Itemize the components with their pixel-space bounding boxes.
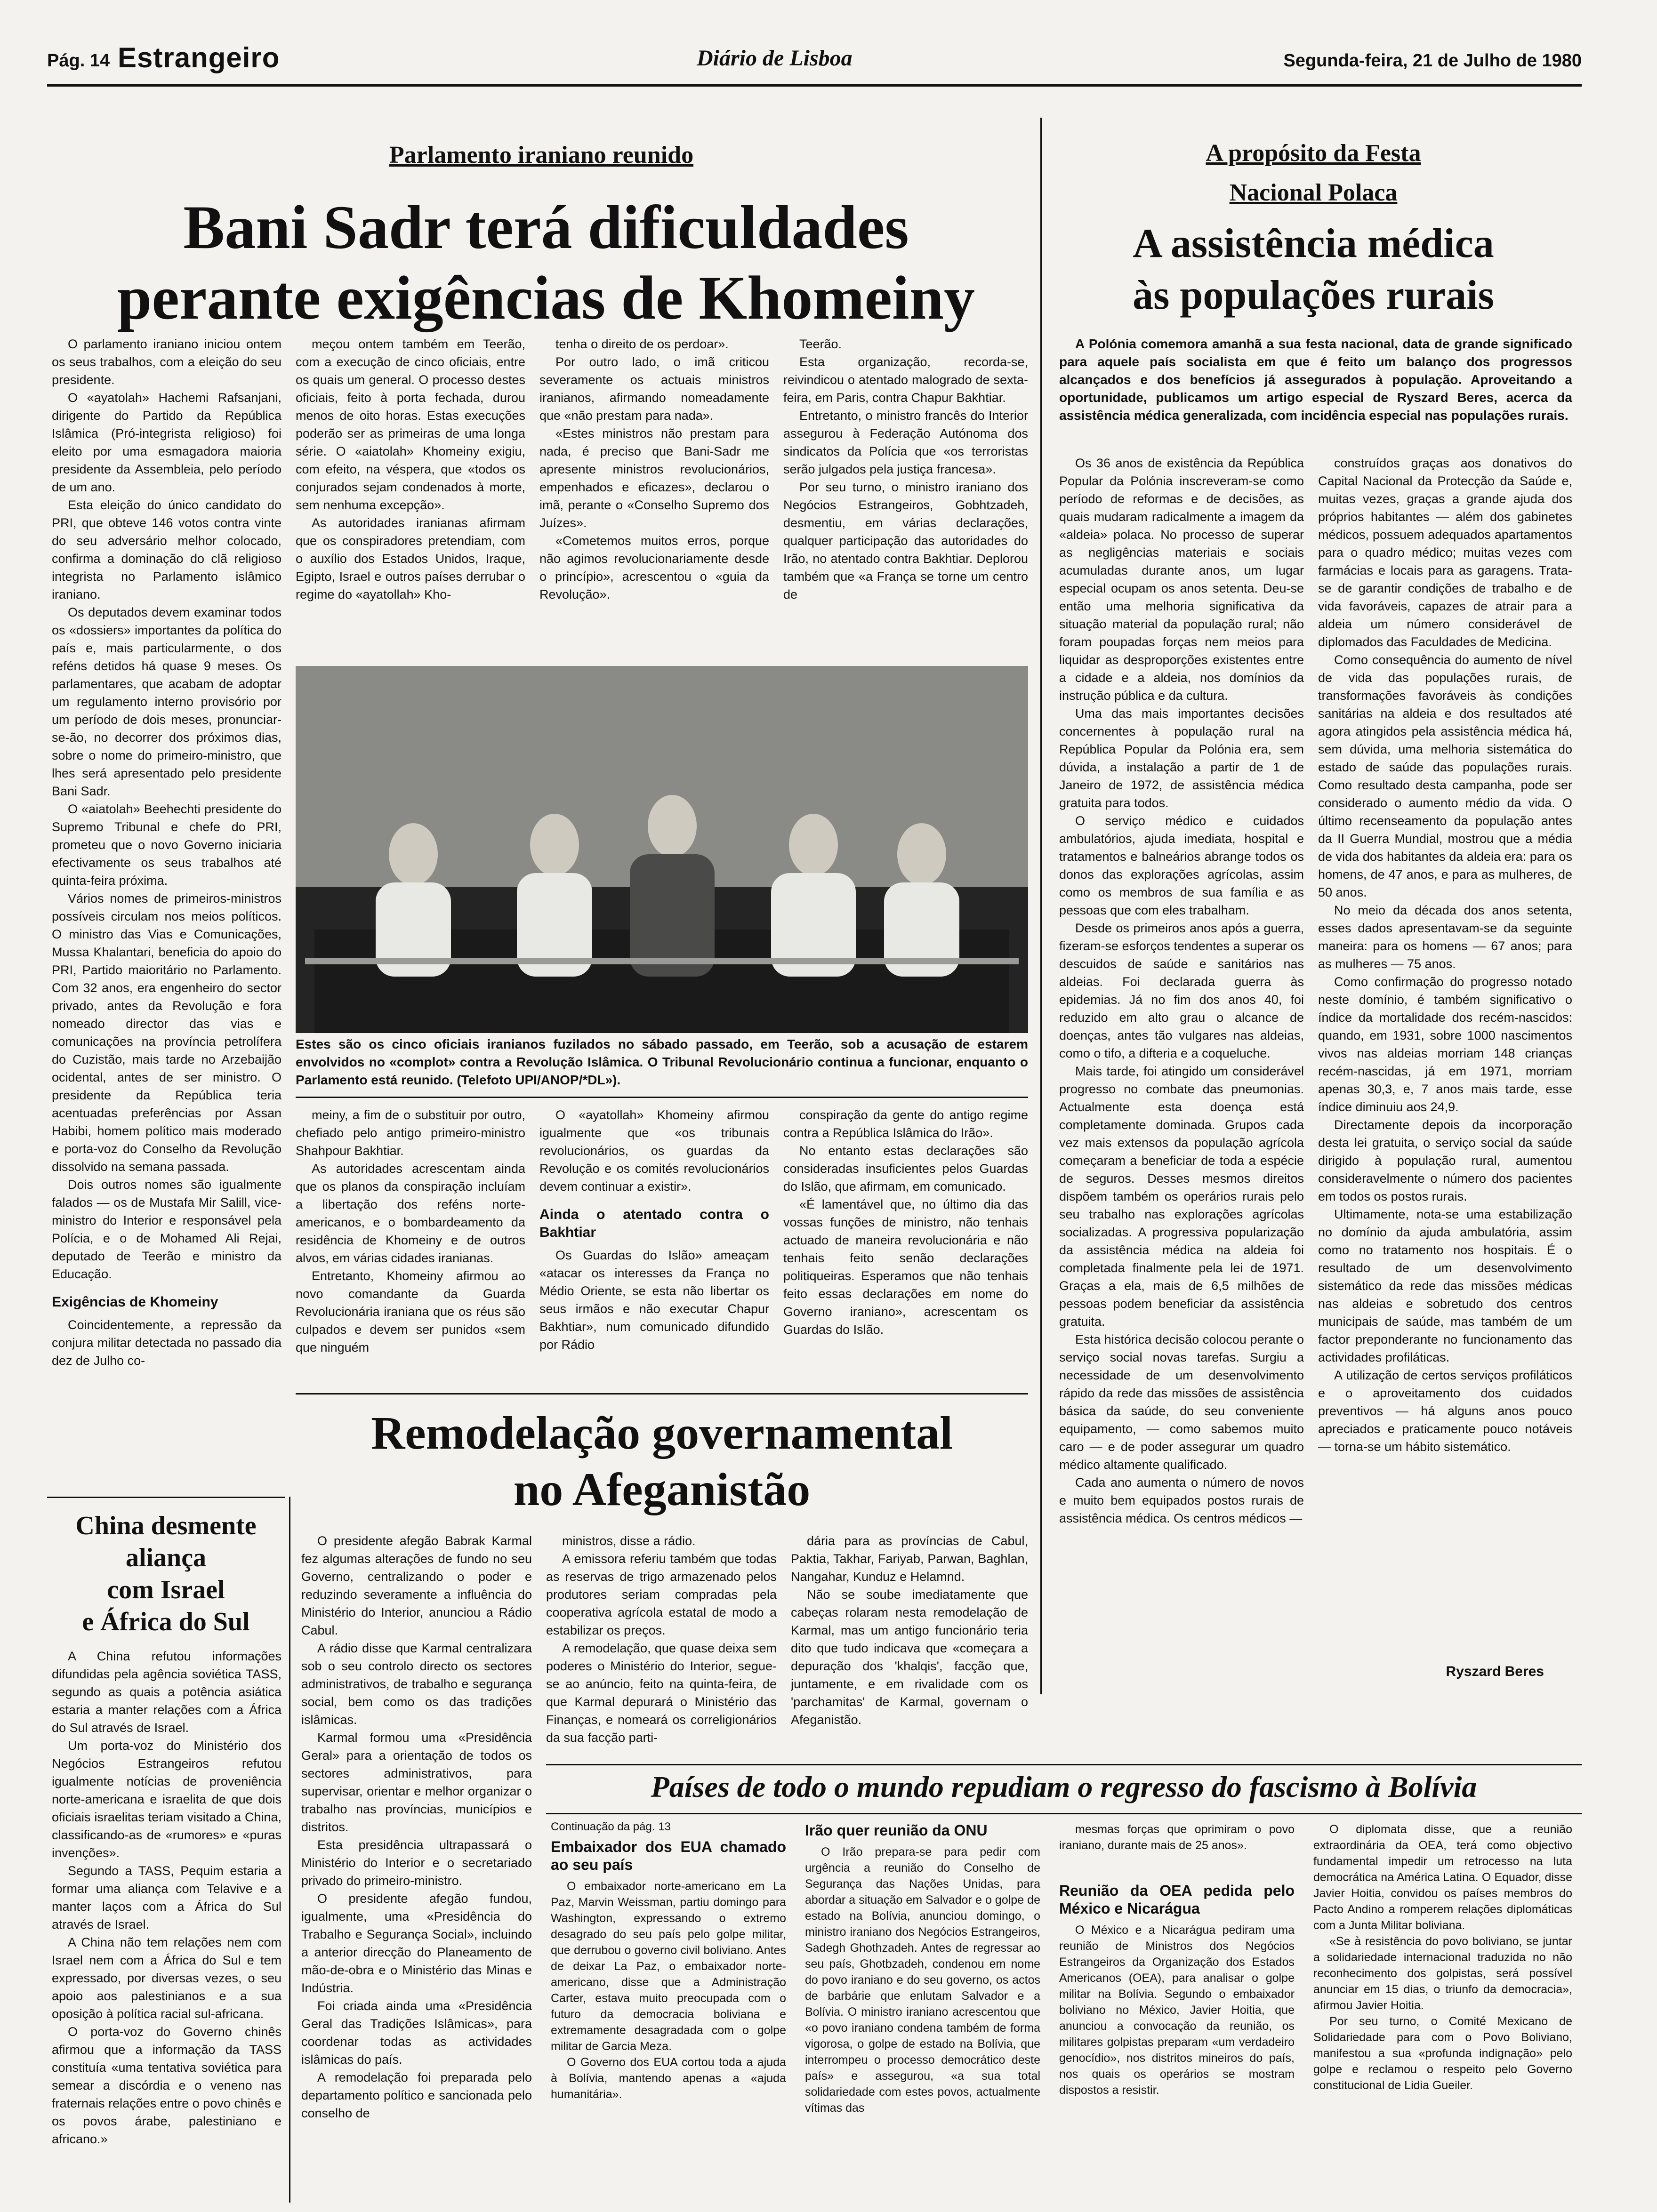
paragraph: Vários nomes de primeiros-ministros possíveis circulam nos meios políticos. O ministro das Vias e Comunicações, Mussa Khalantari, beneficia do apoio do PRI, Partido maioritário no Parlamento. Com 32 anos, era engenheiro do sector privado, antes da Revolução e fora nomeado director das vias e comunicações na província petrolífera do Cuzistão, mais tarde no Arzebaijão ocidental, antes de ser ministro. O presidente da República teria acentuadas preferências por Assan Habibi, homem político mais moderado e porta-voz do Conselho da Revolução dissolvido na semana passada. — [52, 891, 282, 1174]
paragraph: O «ayatollah» Khomeiny afirmou igualmente que «os tribunais revolucionários, os guardas da Revolução e os comités revolucionários devem continuar a existir». — [539, 1108, 769, 1194]
paragraph: «Se à resistência do povo boliviano, se juntar a solidariedade internacional traduzida no não reconhecimento dos golpistas, será possível anunciar em 15 dias, o triunfo da democracia», afirmou Javier Hoitia. — [1313, 1935, 1572, 2012]
news-photo-five-officers — [296, 666, 1028, 1033]
paragraph: O México e a Nicarágua pediram uma reunião de Ministros dos Negócios Estrangeiros da Organização dos Estados Americanos (OEA), para analisar o golpe militar na Bolívia. Segundo o embaixador boliviano no México, Javier Hoitia, que anunciou a convocação da reunião, os militares golpistas preparam «um verdadeiro genocídio», nos distritos mineiros do país, nos quais os operários se mostram dispostos a resistir. — [1059, 1923, 1295, 2097]
paragraph: Esta histórica decisão colocou perante o serviço social novas tarefas. Surgiu a necessidade de um desenvolvimento rápido da rede das missões de assistência básica da saúde, do seu conveniente equipamento, — como sabemos muito caro — e de poder assegurar um quadro médico altamente qualificado. — [1059, 1332, 1304, 1472]
paragraph: Directamente depois da incorporação desta lei gratuita, o serviço social da saúde dirigido à população rural, aumentou consideravelmente o número dos pacientes em todos os postos rurais. — [1318, 1118, 1572, 1203]
paragraph: As autoridades iranianas afirmam que os conspiradores pretendiam, com o auxílio dos Estados Unidos, Iraque, Egipto, Israel e outros países derrubar o regime do «ayatollah» Kho- — [296, 516, 525, 601]
poland-column-1 — [1059, 454, 1304, 1685]
china-headline-line1: China desmente — [75, 1511, 257, 1540]
paragraph: A remodelação foi preparada pelo departamento político e sancionada pelo conselho de — [301, 2070, 532, 2120]
paragraph: conspiração da gente do antigo regime contra a República Islâmica do Irão». — [783, 1108, 1028, 1140]
paragraph: A rádio disse que Karmal centralizara sob o seu controlo directo os sectores administrativos, de trabalho e segurança social, bem como os das tradições islâmicas. — [301, 1641, 532, 1727]
paragraph: Uma das mais importantes decisões concernentes à população rural na República Popular da Polónia era, sem dúvida, a instalação a partir de 1 de Janeiro de 1972, de assistência médica gratuita para todos. — [1059, 706, 1304, 810]
paragraph: Entretanto, Khomeiny afirmou ao novo comandante da Guarda Revolucionária iraniana que os réus são culpados e devem ser punidos «sem que ninguém — [296, 1269, 525, 1354]
iran-subheading-exigencias: Exigências de Khomeiny — [52, 1294, 218, 1310]
paragraph: Segundo a TASS, Pequim estaria a formar uma aliança com Telavive e a manter laços com a África do Sul através de Israel. — [52, 1864, 282, 1931]
bolivia-subheading-irao: Irão quer reunião da ONU — [805, 1822, 988, 1839]
paragraph: A emissora referiu também que todas as reservas de trigo armazenado pelos produtores seriam compradas pela cooperativa agrícola estatal de modo a estabilizar os preços. — [546, 1552, 777, 1637]
photo-caption: Estes são os cinco oficiais iranianos fuzilados no sábado passado, em Teerão, sob a acusação de estarem envolvidos no «complot» contra a Revolução Islâmica. O Tribunal Revolucionário continua a funcionar, enquanto o Parlamento está reunido. (Telefoto UPI/ANOP/*DL»). — [296, 1037, 1028, 1087]
paragraph: Os deputados devem examinar todos os «dossiers» importantes da política do país e, mais particularmente, o dos reféns detidos há quase 9 meses. Os parlamentares, que acabam de adoptar um regulamento interno provisório por um período de dois meses, pronunciar-se-ão, no decorrer dos próximos dias, sobre o nome do primeiro-ministro, que lhes será apresentado pelo presidente Bani Sadr. — [52, 605, 282, 798]
paragraph: dária para as províncias de Cabul, Paktia, Takhar, Fariyab, Parwan, Baghlan, Nangahar, Kunduz e Helamnd. — [791, 1534, 1028, 1584]
paragraph: Esta presidência ultrapassará o Ministério do Interior e o secretariado privado do primeiro-ministro. — [301, 1838, 532, 1888]
paragraph: ministros, disse a rádio. — [562, 1534, 696, 1548]
paragraph: Não se soube imediatamente que cabeças rolaram nesta remodelação de Karmal, mas um antigo funcionário teria dito que tudo indicava que «começara a depuração dos 'khalqis', facção que, juntamente, e em rivalidade com os 'parchamitas' de Karmal, governam o Afeganistão. — [791, 1587, 1028, 1727]
poland-lead: A Polónia comemora amanhã a sua festa nacional, data de grande significado para aquele país socialista em que é feito um balanço dos progressos alcançados e dos benefícios já assegurados à população. Aproveitando a oportunidade, publicamos um artigo especial de Ryszard Beres, acerca da assistência médica generalizada, com incidência especial nas populações rurais. — [1059, 337, 1572, 423]
paragraph: Os Guardas do Islão» ameaçam «atacar os interesses da França no Médio Oriente, se esta não libertar os seus irmãos e não executar Chapur Bakhtiar», num comunicado difundido por Rádio — [539, 1248, 769, 1352]
issue-date: Segunda-feira, 21 de Julho de 1980 — [1283, 51, 1582, 71]
iran-column-2b — [296, 1106, 525, 1388]
paragraph: A China não tem relações nem com Israel nem com a África do Sul e tem expressado, por diversas vezes, o seu apoio aos palestinianos e a sua oposição à política racial sul-africana. — [52, 1935, 282, 2021]
masthead-rule — [47, 84, 1582, 87]
paragraph: construídos graças aos donativos do Capital Nacional da Protecção da Saúde e, muitas vezes, graças a grande ajuda dos próprios habitantes — além dos gabinetes médicos, possuem adequados apartamentos para o quadro médico; muitas vezes com farmácias e locais para as garagens. Trata-se de garantir condições de trabalho e de vida favoráveis, capazes de atrair para a aldeia um número considerável de diplomados das Faculdades de Medicina. — [1318, 456, 1572, 649]
iran-column-4 — [783, 335, 1028, 655]
vertical-rule-left — [289, 1497, 290, 2203]
afghan-headline-line2: no Afeganistão — [513, 1463, 811, 1515]
iran-kicker: Parlamento iraniano reunido — [389, 142, 694, 168]
bolivia-continuation: Continuação da pág. 13 — [551, 1820, 671, 1833]
china-headline-line3: com Israel — [107, 1575, 225, 1604]
paragraph: No entanto estas declarações são consideradas insuficientes pelos Guardas do Islão, que afirmam, em comunicado. — [783, 1144, 1028, 1194]
paragraph: A China refutou informações difundidas pela agência soviética TASS, segundo as quais a potência asiática estaria a manter relações com a África do Sul através de Israel. — [52, 1649, 282, 1735]
paragraph: Como confirmação do progresso notado neste domínio, é também significativo o índice da mortalidade dos recém-nascidos: quando, em 1931, sobre 1000 nascimentos vivos nas aldeias morriam 148 crianças recém-nascidas, já em 1971, morriam apenas 30,3, e, 7 anos mais tarde, esse índice diminuiu aos 24,9. — [1318, 975, 1572, 1114]
poland-byline: Ryszard Beres — [1446, 1664, 1544, 1679]
paragraph: mesmas forças que oprimiram o povo iraniano, durante mais de 25 anos». — [1059, 1823, 1295, 1852]
paragraph: Karmal formou uma «Presidência Geral» para a orientação de todos os sectores administrativos, para supervisar, orientar e melhor organizar o trabalho nas províncias, municípios e distritos. — [301, 1731, 532, 1834]
poland-headline-line1: A assistência médica — [1133, 221, 1494, 266]
paragraph: «Estes ministros não prestam para nada, é preciso que Bani-Sadr me apresente ministros revolucionários, empenhados e eficazes», declarou o imã, perante o «Conselho Supremo dos Juízes». — [539, 426, 769, 530]
bolivia-headline: Países de todo o mundo repudiam o regresso do fascismo à Bolívia — [651, 1770, 1477, 1803]
china-top-rule — [47, 1497, 285, 1498]
paragraph: No meio da década dos anos setenta, esses dados apresentavam-se da seguinte maneira: para os homens — 67 anos; para as mulheres — 75 anos. — [1318, 903, 1572, 971]
bolivia-column-3 — [1059, 1821, 1295, 2205]
bolivia-top-rule — [546, 1764, 1582, 1765]
poland-column-2 — [1318, 454, 1572, 1659]
paragraph: Esta organização, recorda-se, reivindicou o atentado malogrado de sexta-feira, em Paris, contra Chapur Bakhtiar. — [783, 355, 1028, 405]
bolivia-subheading-embaixador: Embaixador dos EUA chamado ao seu país — [551, 1838, 786, 1873]
afghan-column-2 — [546, 1532, 777, 1758]
iran-headline-line1: Bani Sadr terá dificuldades — [183, 192, 909, 262]
iran-column-1 — [52, 335, 282, 1480]
poland-headline-line2: às populações rurais — [1133, 272, 1494, 318]
paragraph: Entretanto, o ministro francês do Interior assegurou à Federação Autónoma dos sindicatos da Polícia que «os terroristas serão julgados pela justiça francesa». — [783, 409, 1028, 476]
paragraph: O diplomata disse, que a reunião extraordinária da OEA, terá como objectivo fundamental impedir um retrocesso na luta democrática na América Latina. O Equador, disse Javier Hoitia, convidou os países membros do Pacto Andino a romperem relações diplomáticas com a Junta Militar boliviana. — [1313, 1823, 1572, 1932]
paragraph: Por seu turno, o ministro iraniano dos Negócios Estrangeiros, Gobhtzadeh, desmentiu, em várias declarações, qualquer participação das autoridades do Irão, no atentado contra Bakhtiar. Deplorou também que «a França se torne um centro de — [783, 480, 1028, 601]
paragraph: meçou ontem também em Teerão, com a execução de cinco oficiais, entre os quais um general. O processo destes oficiais, feito à porta fechada, durou menos de oito horas. Estas execuções poderão ser as primeiras de uma longa série. O «aiatolah» Khomeiny exigiu, com efeito, na véspera, que «todos os conjurados sejam condenados à morte, sem nenhuma excepção». — [296, 337, 525, 512]
poland-kicker-line1: A propósito da Festa — [1206, 140, 1421, 167]
paragraph: O presidente afegão Babrak Karmal fez algumas alterações de fundo no seu Governo, centralizando o poder e reduzindo severamente a influência do Ministério do Interior, anunciou a Rádio Cabul. — [301, 1534, 532, 1637]
iran-column-2 — [296, 335, 525, 655]
afghan-headline-line1: Remodelação governamental — [371, 1407, 953, 1459]
china-headline-line4: e África do Sul — [82, 1607, 250, 1636]
paragraph: A remodelação, que quase deixa sem poderes o Ministério do Interior, segue-se ao anúncio, feito na quinta-feira, de que Karmal depurará o Ministério das Finanças, e nomeará os correligionários da sua facção parti- — [546, 1641, 777, 1745]
caption-rule — [296, 1097, 1028, 1098]
paragraph: Foi criada ainda uma «Presidência Geral das Tradições Islâmicas», para coordenar todas as actividades islâmicas do país. — [301, 1999, 532, 2067]
newspaper-name: Diário de Lisboa — [697, 46, 853, 71]
afghan-top-rule — [296, 1393, 1028, 1395]
bolivia-column-2 — [805, 1821, 1040, 2205]
paragraph: O Irão prepara-se para pedir com urgência a reunião do Conselho de Segurança das Nações Unidas, para abordar a situação em Salvador e o golpe de estado na Bolívia, anunciou domingo, o ministro iraniano dos Negócios Estrangeiros, Sadegh Ghothzadeh. Antes de regressar ao seu país, Ghotbzadeh, condenou em nome do povo iraniano e do seu governo, os actos de barbárie que enlutam Salvador e a Bolívia. O ministro iraniano acrescentou que «o povo iraniano condena também de forma vigorosa, o golpe de estado na Bolívia, que interrompeu o processo democrático deste país» e assegurou, «a sua total solidariedade com estes povos, actualmente vítimas das — [805, 1845, 1040, 2115]
paragraph: «Cometemos muitos erros, porque não agimos revolucionariamente desde o princípio», acrescentou o «guia da Revolução». — [539, 534, 769, 601]
afghan-column-1 — [301, 1532, 532, 2203]
paragraph: O embaixador norte-americano em La Paz, Marvin Weissman, partiu domingo para Washington, expressando o extremo desagrado do seu país pelo golpe militar, que derrubou o governo civil boliviano. Antes de deixar La Paz, o embaixador norte-americano, disse que a Administração Carter, estava muito preocupada com o futuro da democracia boliviana e extremamente desagradada com o golpe militar de Garcia Meza. — [551, 1880, 786, 2053]
paragraph: Os 36 anos de existência da República Popular da Polónia inscreveram-se como período de reformas e de decisões, as quais mudaram radicalmente a imagem da «aldeia» polaca. No processo de superar as negligências materiais e sociais acumuladas durante anos, um lugar especial ocupam os anos setenta. Deu-se então uma melhoria significativa da situação material da população rural; não foram poupadas forças nem meios para liquidar as desproporções existentes entre a cidade e a aldeia, nos domínios da instrução pública e da cultura. — [1059, 456, 1304, 703]
paragraph: Por outro lado, o imã criticou severamente os actuais ministros iranianos, afirmando nomeadamente que «não prestam para nada». — [539, 355, 769, 423]
china-column — [52, 1647, 282, 2203]
bolivia-subheading-oea: Reunião da OEA pedida pelo México e Nicarágua — [1059, 1882, 1295, 1917]
vertical-rule-main — [1040, 118, 1042, 1694]
paragraph: A utilização de certos serviços profiláticos e o aproveitamento dos cuidados preventivos — há alguns anos pouco apreciados e praticamente pouco notáveis — torna-se um hábito sistemático. — [1318, 1368, 1572, 1454]
paragraph: Cada ano aumenta o número de novos e muito bem equipados postos rurais de assistência médica. Os centros médicos — — [1059, 1475, 1304, 1525]
paragraph: O porta-voz do Governo chinês afirmou que a informação da TASS constituía «uma tentativa soviética para semear a discórdia e o veneno nas fraternais relações entre o povo chinês e os povos árabe, palestiniano e africano.» — [52, 2025, 282, 2146]
section-name: Estrangeiro — [118, 42, 280, 73]
afghan-column-3 — [791, 1532, 1028, 1758]
paragraph: Um porta-voz do Ministério dos Negócios Estrangeiros refutou igualmente notícias de proveniência norte-americana e israelita de que dois oficiais israelitas teriam visitado a China, classificando-as de «rumores» e «puras invenções». — [52, 1739, 282, 1860]
paragraph: Por seu turno, o Comité Mexicano de Solidariedade para com o Povo Boliviano, manifestou a sua «profunda indignação» pelo golpe e reclamou o respeito pelo Governo constitucional de Lidia Gueiler. — [1313, 2015, 1572, 2092]
paragraph: O Governo dos EUA cortou toda a ajuda à Bolívia, mantendo apenas a «ajuda humanitária». — [551, 2056, 786, 2101]
paragraph: O «aiatolah» Beehechti presidente do Supremo Tribunal e chefe do PRI, prometeu que o novo Governo iniciaria efectivamente os seus trabalhos até quinta-feira próxima. — [52, 802, 282, 888]
page-number: Pág. 14 — [47, 51, 110, 71]
iran-column-3b — [539, 1106, 769, 1388]
paragraph: Dois outros nomes são igualmente falados — os de Mustafa Mir Salill, vice-ministro do Interior e responsável pela Polícia, e o de Mohamed Ali Rejai, deputado de Teerão e ministro da Educação. — [52, 1178, 282, 1281]
poland-kicker-line2: Nacional Polaca — [1229, 179, 1398, 206]
paragraph: Esta eleição do único candidato do PRI, que obteve 146 votos contra vinte do seu adversário melhor colocado, confirma a dominação do clã religioso integrista no Parlamento islâmico iraniano. — [52, 498, 282, 601]
iran-subheading-atentado: Ainda o atentado contra o Bakhtiar — [539, 1207, 769, 1240]
iran-column-4b — [783, 1106, 1028, 1388]
paragraph: Teerão. — [799, 337, 842, 351]
bolivia-headline-rule — [546, 1813, 1582, 1814]
iran-column-3 — [539, 335, 769, 655]
paragraph: Desde os primeiros anos após a guerra, fizeram-se esforços tendentes a superar os descuidos de saúde e sanitários nas aldeias. Foi declarada guerra às epidemias. Já no fim dos anos 40, foi reduzido em alto grau o alcance de doenças, antes tão vulgares nas aldeias, como o tifo, a difteria e a coqueluche. — [1059, 921, 1304, 1060]
china-headline-line2: aliança — [125, 1543, 207, 1572]
paragraph: O serviço médico e cuidados ambulatórios, ajuda imediata, hospital e tratamentos e balneários abrange todos os donos das explorações agrícolas, assim como os membros de sua família e as pessoas que com eles trabalham. — [1059, 814, 1304, 917]
paragraph: As autoridades acrescentam ainda que os planos da conspiração incluíam a libertação dos reféns norte-americanos, e o bombardeamento da residência de Khomeiny e de outros alvos, em várias cidades iranianas. — [296, 1162, 525, 1265]
paragraph: Coincidentemente, a repressão da conjura militar detectada no passado dia dez de Julho co- — [52, 1318, 282, 1368]
paragraph: O presidente afegão fundou, igualmente, uma «Presidência do Trabalho e Segurança Social», incluindo a anterior direcção do Planeamento de mão-de-obra e o Ministério das Minas e Indústria. — [301, 1891, 532, 1995]
paragraph: meiny, a fim de o substituir por outro, chefiado pelo antigo primeiro-ministro Shahpour Bakhtiar. — [296, 1108, 525, 1158]
iran-headline-line2: perante exigências de Khomeiny — [117, 263, 975, 332]
photo-illustration — [296, 666, 1028, 1033]
bolivia-column-4 — [1313, 1821, 1572, 2205]
paragraph: O parlamento iraniano iniciou ontem os seus trabalhos, com a eleição do seu presidente. — [52, 337, 282, 387]
masthead — [47, 19, 1582, 89]
paragraph: tenha o direito de os perdoar». — [555, 337, 729, 351]
paragraph: Como consequência do aumento de nível de vida das populações rurais, de transformações favoráveis às condições sanitárias na aldeia e dos resultados até agora atingidos pela assistência médica há, sem dúvida, uma melhoria sistemática do estado de saúde das populações rurais. Como resultado desta campanha, pode ser considerado o aumento médio da vida. O último recenseamento da população antes da II Guerra Mundial, mostrou que a média de vida dos habitantes da aldeia era: para os homens, de 47 anos, e para as mulheres, de 50 anos. — [1318, 653, 1572, 899]
bolivia-column-1 — [551, 1838, 786, 2205]
paragraph: «É lamentável que, no último dia das vossas funções de ministro, não tenhais actuado de maneira revolucionária e não tenhais feito senão declarações politiqueiras. Esperamos que não tenhais feito essas declarações em nome do Governo iraniano», acrescentam os Guardas do Islão. — [783, 1197, 1028, 1337]
paragraph: Ultimamente, nota-se uma estabilização no domínio da ajuda ambulatória, assim como no tratamento nos hospitais. É o resultado de um desenvolvimento sistemático da rede das missões médicas nas aldeias e sobretudo dos centros municipais de saúde, mas também de um factor preponderante no funcionamento das actividades profiláticas. — [1318, 1207, 1572, 1364]
paragraph: Mais tarde, foi atingido um considerável progresso no combate das pneumonias. Actualmente esta doença está completamente dominada. Grupos cada vez mais extensos da população agrícola começaram a beneficiar de toda a espécie de seguros. Desses mesmos direitos dispõem também os operários rurais pelo seu trabalho nas explorações agrícolas socializadas. A progressiva popularização da assistência médica na aldeia foi completada finalmente pela lei de 1971. Graças a ela, mais de 6,5 milhões de pessoas podem beneficiar da assistência gratuita. — [1059, 1064, 1304, 1329]
paragraph: O «ayatolah» Hachemi Rafsanjani, dirigente do Partido da República Islâmica (Pró-integrista religioso) foi eleito por uma esmagadora maioria presidente da Assembleia, pelo período de um ano. — [52, 391, 282, 494]
